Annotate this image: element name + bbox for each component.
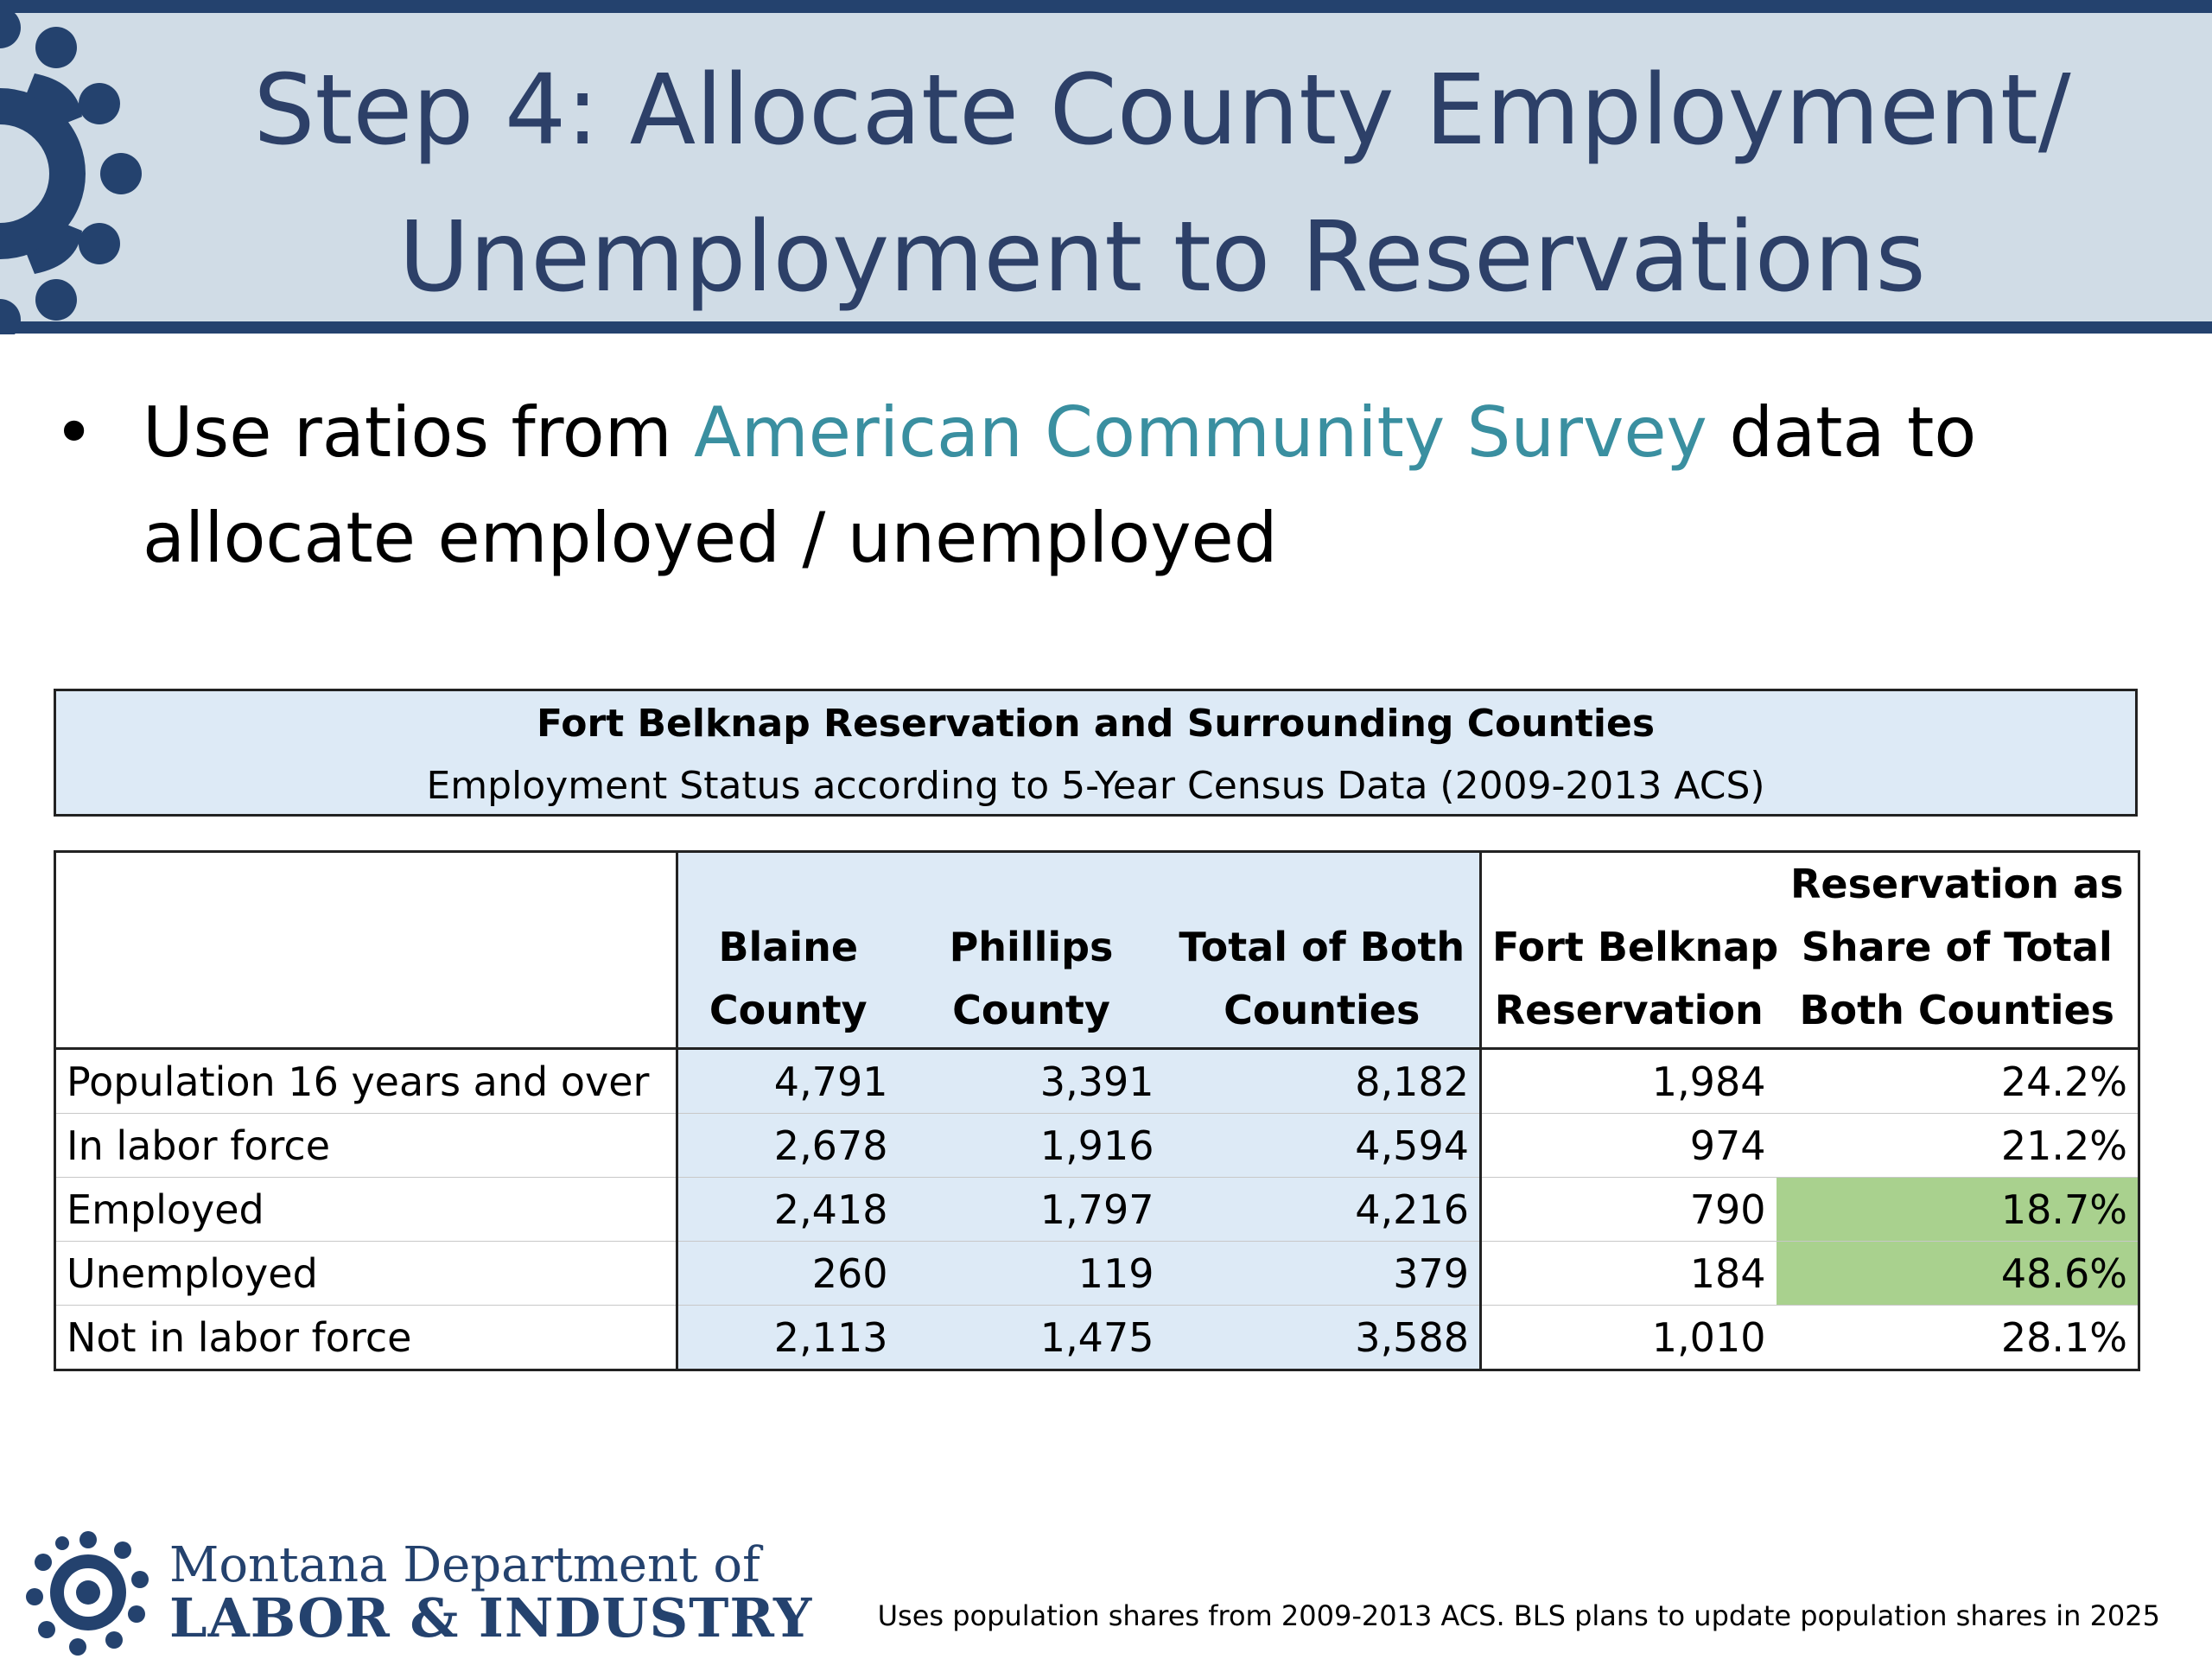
- cell-blaine: 4,791: [677, 1049, 899, 1114]
- footnote: Uses population shares from 2009-2013 ACS. BLS plans to update population shares in 2025: [877, 1599, 2160, 1632]
- header-line: Blaine: [718, 924, 859, 970]
- column-header: [55, 852, 677, 1049]
- gear-people-icon: [0, 13, 164, 334]
- cell-phillips: 1,475: [899, 1306, 1165, 1370]
- cell-share: 24.2%: [1777, 1049, 2139, 1114]
- bullet-text: [143, 380, 2162, 591]
- employment-table: [54, 850, 2140, 1371]
- header-line: Reservation as: [1790, 861, 2124, 907]
- row-label: Unemployed: [55, 1242, 677, 1306]
- cell-reservation: 1,984: [1481, 1049, 1777, 1114]
- cell-phillips: 119: [899, 1242, 1165, 1306]
- cell-blaine: 2,418: [677, 1178, 899, 1242]
- column-header-blaine: [677, 852, 899, 1049]
- table-header-row: [55, 852, 2139, 1049]
- row-label: Employed: [55, 1178, 677, 1242]
- gear-people-icon: [19, 1528, 157, 1657]
- slide-title: [156, 37, 2169, 331]
- header-line: County: [952, 987, 1110, 1033]
- cell-reservation: 1,010: [1481, 1306, 1777, 1370]
- cell-blaine: 2,113: [677, 1306, 899, 1370]
- cell-phillips: 1,916: [899, 1114, 1165, 1178]
- table-subtitle: Employment Status according to 5-Year Census Data (2009-2013 ACS): [426, 764, 1765, 808]
- header-line: County: [709, 987, 868, 1033]
- table-caption: [54, 689, 2138, 817]
- cell-reservation: 184: [1481, 1242, 1777, 1306]
- cell-share: 28.1%: [1777, 1306, 2139, 1370]
- cell-blaine: 2,678: [677, 1114, 899, 1178]
- column-header-reservation: [1481, 852, 1777, 1049]
- slide-header: [0, 0, 2212, 334]
- cell-blaine: 260: [677, 1242, 899, 1306]
- table-row: [55, 1306, 2139, 1370]
- row-label: Population 16 years and over: [55, 1049, 677, 1114]
- column-header-phillips: [899, 852, 1165, 1049]
- cell-phillips: 1,797: [899, 1178, 1165, 1242]
- header-line: Phillips: [949, 924, 1114, 970]
- table-row: [55, 1178, 2139, 1242]
- cell-reservation: 790: [1481, 1178, 1777, 1242]
- bullet-point: [54, 380, 2162, 591]
- title-line-2: Unemployment to Reservations: [398, 201, 1926, 314]
- row-label: In labor force: [55, 1114, 677, 1178]
- table-row: [55, 1242, 2139, 1306]
- header-line: Counties: [1224, 987, 1421, 1033]
- acs-link-text: American Community Survey: [694, 392, 1707, 473]
- header-line: Both Counties: [1799, 987, 2115, 1033]
- department-name: Montana Department of: [169, 1537, 760, 1593]
- table-row: [55, 1114, 2139, 1178]
- cell-share-highlighted: 18.7%: [1777, 1178, 2139, 1242]
- cell-reservation: 974: [1481, 1114, 1777, 1178]
- bullet-text-before: Use ratios from: [143, 392, 695, 473]
- column-header-total: [1165, 852, 1481, 1049]
- bullet-icon: •: [54, 392, 95, 473]
- cell-total: 3,588: [1165, 1306, 1481, 1370]
- cell-total: 379: [1165, 1242, 1481, 1306]
- row-label: Not in labor force: [55, 1306, 677, 1370]
- cell-phillips: 3,391: [899, 1049, 1165, 1114]
- department-subtitle: LABOR & INDUSTRY: [169, 1586, 813, 1649]
- title-line-1: Step 4: Allocate County Employment/: [253, 54, 2071, 167]
- bullet-text-after: data to allocate employed / unemployed: [143, 392, 1977, 578]
- table-title: Fort Belknap Reservation and Surrounding Counties: [536, 702, 1656, 746]
- cell-total: 4,216: [1165, 1178, 1481, 1242]
- cell-total: 4,594: [1165, 1114, 1481, 1178]
- header-line: Share of Total: [1801, 924, 2113, 970]
- table-row: [55, 1049, 2139, 1114]
- header-line: Total of Both: [1179, 924, 1465, 970]
- header-line: Fort Belknap: [1492, 924, 1779, 970]
- header-line: Reservation: [1494, 987, 1764, 1033]
- cell-total: 8,182: [1165, 1049, 1481, 1114]
- cell-share: 21.2%: [1777, 1114, 2139, 1178]
- cell-share-highlighted: 48.6%: [1777, 1242, 2139, 1306]
- column-header-share: [1777, 852, 2139, 1049]
